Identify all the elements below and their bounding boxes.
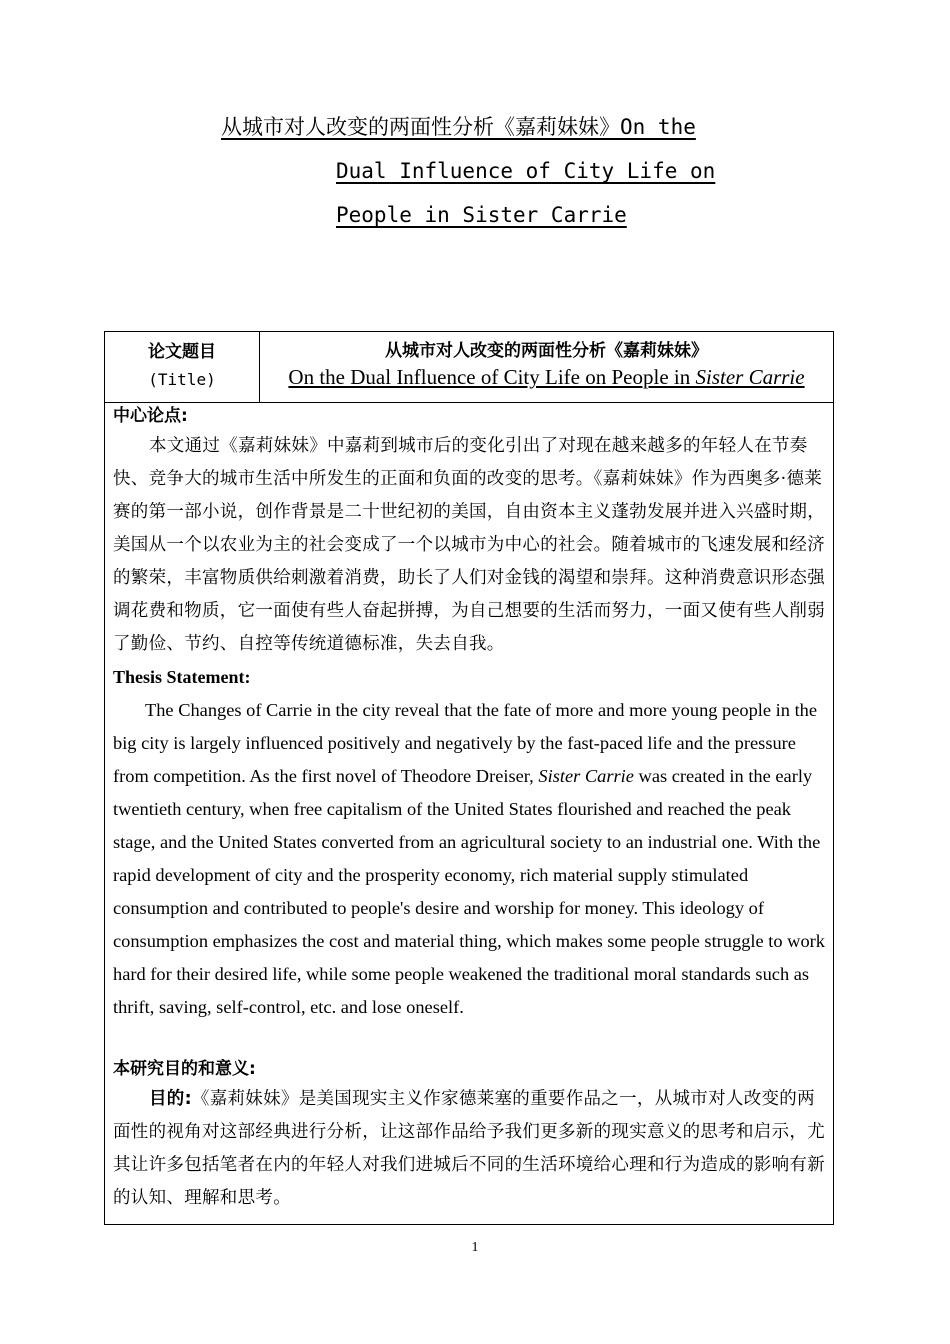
title-line-3: People in Sister Carrie bbox=[336, 203, 627, 227]
title-line-2: Dual Influence of City Life on bbox=[336, 159, 716, 183]
thesis-en-part-1: The Changes of Carrie in the city reveal that the fate of more and more young people in the big city is largely influenced positively and negatively by the fast-paced life and the pressure from competition. As the first novel of Theodore Dreiser, bbox=[113, 700, 818, 786]
thesis-title-cn: 从城市对人改变的两面性分析《嘉莉妹妹》 bbox=[385, 341, 708, 361]
thesis-title-en-text: On the Dual Influence of City Life on People in bbox=[288, 365, 696, 389]
title-row bbox=[105, 332, 833, 403]
title-label-cn: 论文题目 bbox=[148, 342, 216, 362]
purpose-heading: 本研究目的和意义: bbox=[113, 1059, 256, 1079]
title-line-1: 从城市对人改变的两面性分析《嘉莉妹妹》On the bbox=[221, 115, 696, 139]
purpose-paragraph bbox=[113, 1083, 829, 1215]
title-label-en: (Title) bbox=[148, 370, 216, 389]
thesis-cn-heading: 中心论点: bbox=[113, 406, 188, 426]
thesis-title-en-italic: Sister Carrie bbox=[695, 365, 805, 389]
title-value-cell bbox=[260, 332, 833, 402]
spacer bbox=[113, 1024, 829, 1057]
thesis-cn-paragraph: 本文通过《嘉莉妹妹》中嘉莉到城市后的变化引出了对现在越来越多的年轻人在节奏快、竞争大的城市生活中所发生的正面和负面的改变的思考。《嘉莉妹妹》作为西奥多·德莱赛的第一部小说，创作背景是二十世纪初的美国，自由资本主义蓬勃发展并进入兴盛时期，美国从一个以农业为主的社会变成了一个以城市为中心的社会。随着城市的飞速发展和经济的繁荣，丰富物质供给刺激着消费，助长了人们对金钱的渴望和崇拜。这种消费意识形态强调花费和物质，它一面使有些人奋起拼搏，为自己想要的生活而努力，一面又使有些人削弱了勤俭、节约、自控等传统道德标准，失去自我。 bbox=[113, 436, 825, 654]
thesis-en-paragraph bbox=[113, 694, 829, 1024]
proposal-table bbox=[104, 331, 834, 1225]
purpose-text: 《嘉莉妹妹》是美国现实主义作家德莱塞的重要作品之一，从城市对人改变的两面性的视角对这部经典进行分析，让这部作品给予我们更多新的现实意义的思考和启示，尤其让许多包括笔者在内的年轻人对我们进城后不同的生活环境给心理和行为造成的影响有新的认知、理解和思考。 bbox=[113, 1089, 825, 1208]
thesis-en-italic: Sister Carrie bbox=[538, 766, 634, 786]
thesis-en-heading: Thesis Statement: bbox=[113, 667, 251, 687]
purpose-label: 目的: bbox=[149, 1089, 192, 1109]
page-number: 1 bbox=[471, 1240, 479, 1255]
thesis-en-part-2: was created in the early twentieth century, when free capitalism of the United States flourished and reached the peak stage, and the United States converted from an agricultural society to an industrial one. With the rapid development of city and the prosperity economy, rich material supply stimulated consumption and contributed to people's desire and worship for money. This ideology of consumption emphasizes the cost and material thing, which makes some people struggle to work hard for their desired life, while some people weakened the traditional moral standards such as thrift, saving, self-control, etc. and lose oneself. bbox=[113, 766, 825, 1017]
content-cell bbox=[113, 404, 829, 1215]
title-label-cell bbox=[105, 332, 260, 402]
thesis-title-en bbox=[260, 365, 833, 390]
